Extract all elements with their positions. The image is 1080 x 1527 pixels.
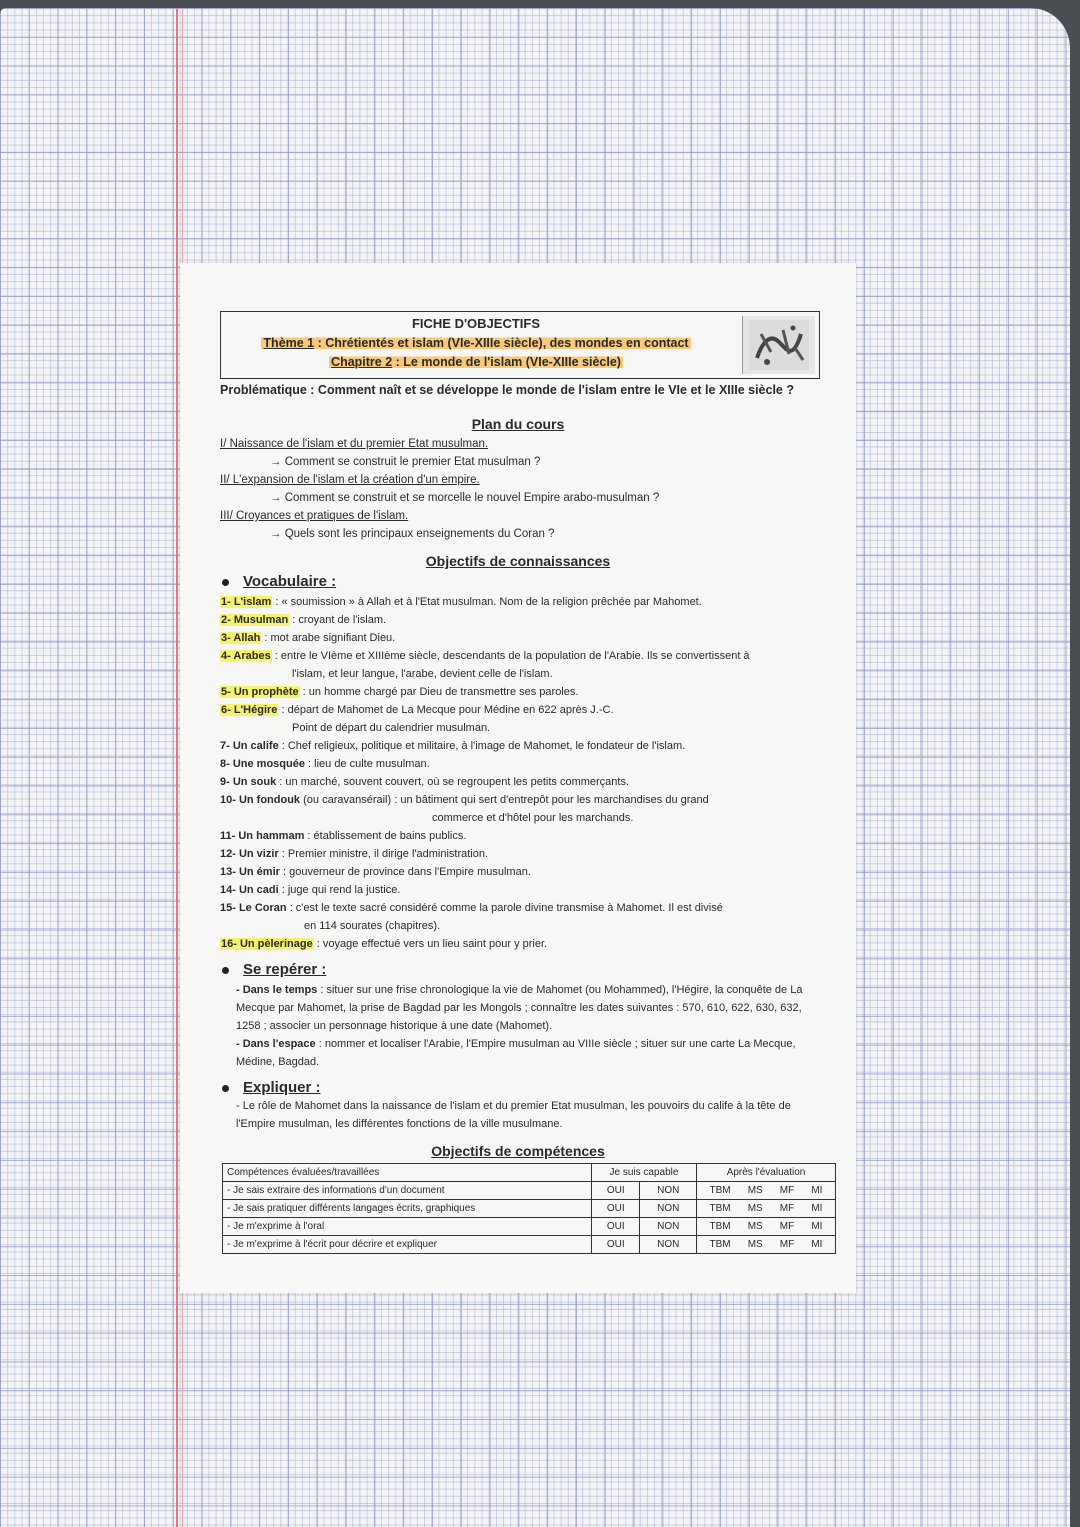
oui-option: OUI [592, 1200, 640, 1218]
plan-part: II/ L'expansion de l'islam et la création d'un empire. [220, 474, 480, 486]
oui-option: OUI [592, 1218, 640, 1236]
expliquer-heading: Expliquer : [222, 1079, 321, 1096]
table-row [223, 1200, 836, 1218]
vocab-item: 1- L'islam : « soumission » à Allah et à l'Etat musulman. Nom de la religion prêchée par Mahomet. [221, 596, 702, 608]
vocab-item: 8- Une mosquée : lieu de culte musulman. [220, 758, 430, 770]
vocab-item-continuation: Point de départ du calendrier musulman. [292, 722, 491, 734]
table-row [223, 1218, 836, 1236]
vocab-item: 15- Le Coran : c'est le texte sacré considéré comme la parole divine transmise à Mahomet. Il est divisé [220, 902, 723, 914]
plan-part: I/ Naissance de l'islam et du premier Etat musulman. [220, 438, 489, 450]
header-box [220, 311, 820, 379]
competence-label: - Je m'exprime à l'oral [223, 1218, 592, 1236]
competences-title: Objectifs de compétences [431, 1143, 605, 1159]
margin-line [176, 8, 178, 1527]
vocab-item: 5- Un prophète : un homme chargé par Dieu de transmettre ses paroles. [221, 686, 579, 698]
competence-label: - Je sais extraire des informations d'un document [223, 1182, 592, 1200]
theme-line [221, 336, 731, 350]
oui-option: OUI [592, 1182, 640, 1200]
plan-question: → Comment se construit et se morcelle le nouvel Empire arabo-musulman ? [270, 492, 660, 504]
eval-options: TBM MS MF MI [697, 1200, 836, 1218]
reperer-heading: Se repérer : [222, 961, 326, 978]
notebook-page [0, 8, 1070, 1527]
vocab-item: 6- L'Hégire : départ de Mahomet de La Mecque pour Médine en 622 après J.-C. [221, 704, 614, 716]
competences-table [222, 1163, 836, 1254]
vocab-item: 11- Un hammam : établissement de bains publics. [220, 830, 467, 842]
chapter-label: Chapitre 2 [331, 355, 393, 369]
eval-options: TBM MS MF MI [697, 1218, 836, 1236]
plan-list [220, 435, 659, 543]
table-row [223, 1182, 836, 1200]
vocab-item: 16- Un pèlerinage : voyage effectué vers un lieu saint pour y prier. [221, 938, 548, 950]
competence-label: - Je sais pratiquer différents langages écrits, graphiques [223, 1200, 592, 1218]
plan-question: → Comment se construit le premier Etat musulman ? [270, 456, 541, 468]
vocab-item-continuation: commerce et d'hôtel pour les marchands. [432, 812, 634, 824]
bullet-icon [222, 967, 229, 974]
expliquer-text: - Le rôle de Mahomet dans la naissance de l'islam et du premier Etat musulman, les pouvoirs du calife à la tête de l'Empire musulman, les différentes fonctions de la ville musulmane. [236, 1100, 791, 1130]
vocab-item: 9- Un souk : un marché, souvent couvert, où se regroupent les petits commerçants. [220, 776, 630, 788]
vocab-item: 13- Un émir : gouverneur de province dans l'Empire musulman. [220, 866, 531, 878]
competence-label: - Je m'exprime à l'écrit pour décrire et expliquer [223, 1236, 592, 1254]
worksheet [180, 263, 856, 1293]
vocab-heading: Vocabulaire : [222, 573, 336, 590]
vocab-item: 12- Un vizir : Premier ministre, il dirige l'administration. [220, 848, 489, 860]
vocab-item: 4- Arabes : entre le VIème et XIIIème siècle, descendants de la population de l'Arabie. Ils se convertissent à [221, 650, 750, 662]
worksheet-title: FICHE D'OBJECTIFS [411, 316, 541, 331]
eval-options: TBM MS MF MI [697, 1236, 836, 1254]
plan-question: → Quels sont les principaux enseignements du Coran ? [270, 528, 555, 540]
bullet-icon [222, 1085, 229, 1092]
header-cell: Après l'évaluation [697, 1164, 836, 1182]
vocab-item: 14- Un cadi : juge qui rend la justice. [220, 884, 401, 896]
vocab-list [220, 593, 810, 953]
logo-image [742, 316, 815, 374]
vocab-item: 3- Allah : mot arabe signifiant Dieu. [221, 632, 396, 644]
oui-option: OUI [592, 1236, 640, 1254]
plan-part: III/ Croyances et pratiques de l'islam. [220, 510, 409, 522]
vocab-item: 7- Un calife : Chef religieux, politique et militaire, à l'image de Mahomet, le fondateur de l'islam. [220, 740, 686, 752]
reperer-espace: - Dans l'espace : nommer et localiser l'Arabie, l'Empire musulman au VIIIe siècle ; situer sur une carte La Mecque, Médine, Bagdad. [236, 1038, 796, 1068]
non-option: NON [640, 1218, 697, 1236]
problematique: Problématique : Comment naît et se développe le monde de l'islam entre le VIe et le XIIIe siècle ? [220, 383, 794, 397]
reperer-temps: - Dans le temps : situer sur une frise chronologique la vie de Mahomet (ou Mohammed), l'Hégire, la conquête de La Mecque par Mahomet, la prise de Bagdad par les Mongols ; connaître les dates suivantes : 570, 610, 622, 630, 632, 1258 ; associer un personnage historique à une date (Mahomet). [236, 984, 803, 1032]
chapter-line [221, 355, 731, 369]
eval-options: TBM MS MF MI [697, 1182, 836, 1200]
vocab-item-continuation: en 114 sourates (chapitres). [304, 920, 441, 932]
bullet-icon [222, 579, 229, 586]
non-option: NON [640, 1182, 697, 1200]
theme-text: : Chrétientés et islam (VIe-XIIIe siècle), des mondes en contact [314, 336, 689, 350]
connaissances-title: Objectifs de connaissances [425, 553, 611, 569]
vocab-item: 2- Musulman : croyant de l'islam. [221, 614, 387, 626]
header-cell: Compétences évaluées/travaillées [223, 1164, 592, 1182]
calligraphy-icon [749, 320, 809, 370]
non-option: NON [640, 1200, 697, 1218]
chapter-text: : Le monde de l'islam (VIe-XIIIe siècle) [392, 355, 621, 369]
non-option: NON [640, 1236, 697, 1254]
table-row [223, 1236, 836, 1254]
theme-label: Thème 1 [263, 336, 315, 350]
vocab-item-continuation: l'islam, et leur langue, l'arabe, devient celle de l'islam. [292, 668, 553, 680]
table-header-row [223, 1164, 836, 1182]
vocab-item: 10- Un fondouk (ou caravansérail) : un bâtiment qui sert d'entrepôt pour les marchandises du grand [220, 794, 709, 806]
header-cell: Je suis capable [592, 1164, 697, 1182]
plan-title: Plan du cours [471, 416, 565, 432]
